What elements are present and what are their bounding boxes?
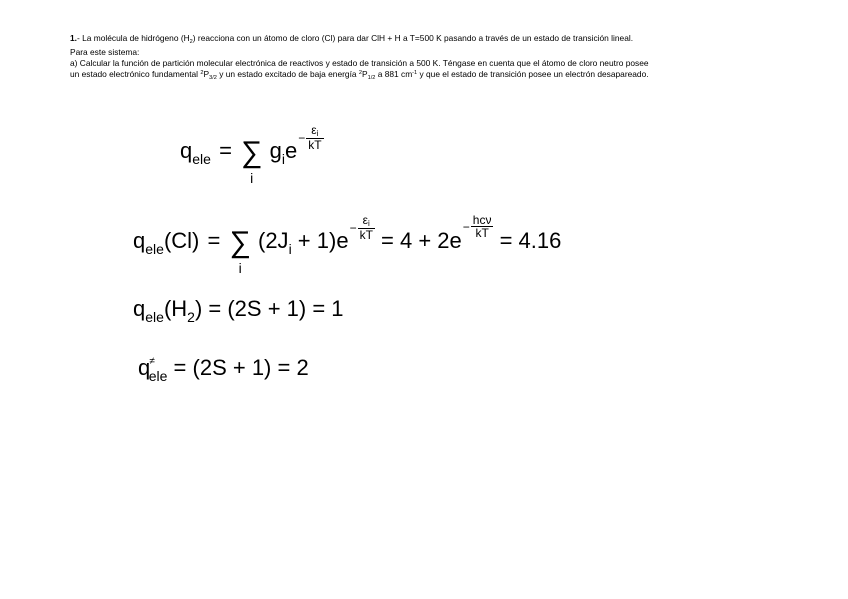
equation-hydrogen-partition: $q_{ele}(H_2) = (2S + 1) = 1$: [133, 296, 344, 325]
problem-line-1: 1.- La molécula de hidrógeno $(H_2)$ reacciona con un átomo de cloro (Cl) para dar ClH + H a T=500 K pasando a través de un estado de transición lineal.: [70, 33, 634, 45]
exponent: − $\frac{\varepsilon i}{kT}$: [349, 213, 373, 242]
equation-transition-state-partition: $q^\ne_{ele} = (2S + 1) = 2$: [138, 355, 309, 384]
summation-symbol: ∑ i: [229, 226, 251, 276]
problem-line-3: a) Calcular la función de partición molecular electrónica de reactivos y estado de transición a 500 K. Téngase en cuenta que el átomo de cloro neutro posee: [70, 57, 649, 68]
equation-general-partition: $q_{ele}$ = ∑ i $g_ie-$ $\frac{\varepsilon i}{kT}$: [180, 123, 322, 186]
exponent: − $\frac{\text{hcν}}{kT}$: [462, 213, 492, 240]
summation-symbol: ∑ i: [241, 136, 263, 186]
problem-line-4: un estado electrónico fundamental $^2P_{3/2}$ y un estado excitado de baja energía $^2P_{1/2}$ a 881 $cm^{-1}$ y que el estado de transición posee un electrón desapareado.: [70, 68, 649, 81]
problem-statement: [70, 33, 770, 83]
problem-number: 1.: [70, 33, 77, 43]
equation-chlorine-partition: $q_{ele}(Cl)$ = ∑ i $(2J_i + 1)e-$ $\frac{\varepsilon i}{kT}$ = 4 + 2e− $\frac{\text{hcν}}{kT}$ = 4.16: [133, 213, 562, 276]
problem-line-2: Para este sistema:: [70, 47, 140, 58]
exponent: − $\frac{\varepsilon i}{kT}$: [298, 123, 322, 152]
